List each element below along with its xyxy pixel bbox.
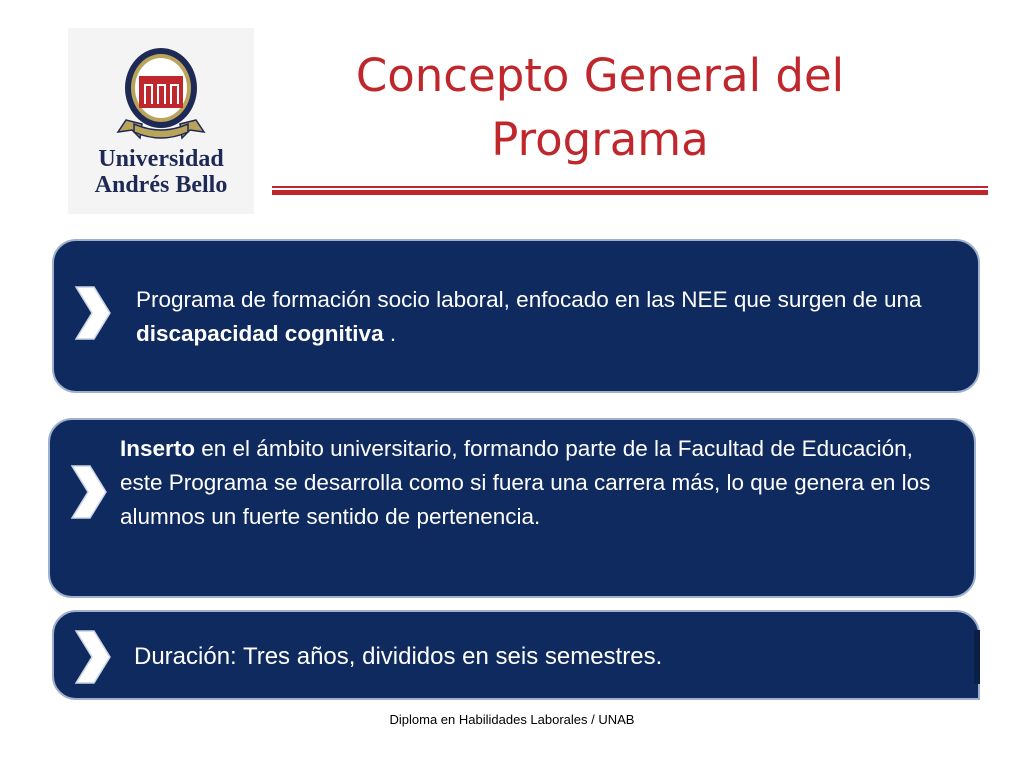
card-2-text-main: en el ámbito universitario, formando parte de la Facultad de Educación, este Programa se desarrolla como si fuera una carrera más, lo que genera en los alumnos un fuerte sentido de pertenencia.: [120, 436, 931, 529]
card-2-text: [120, 432, 940, 534]
title-line-1: Concepto General del: [355, 49, 845, 102]
logo-text-line2: Andrés Bello: [94, 172, 228, 198]
concept-card-2: [48, 418, 976, 598]
chevron-right-icon: [72, 627, 112, 687]
card-1-text-bold: discapacidad cognitiva: [136, 321, 384, 346]
title-divider-thick: [272, 190, 988, 195]
university-seal-icon: [68, 28, 254, 214]
footer-caption: Diploma en Habilidades Laborales / UNAB: [389, 712, 635, 727]
card-1-text-main: Programa de formación socio laboral, enfocado en las NEE que surgen de una: [136, 287, 922, 312]
title-line-2: Programa: [491, 113, 709, 166]
concept-card-3: [52, 610, 980, 700]
logo-text-line1: Universidad: [98, 146, 224, 172]
card-3-text: Duración: Tres años, divididos en seis semestres.: [134, 643, 663, 670]
chevron-right-icon: [72, 283, 112, 343]
card-2-text-bold: Inserto: [120, 436, 196, 461]
chevron-right-icon: [68, 462, 108, 522]
title-divider-thin: [272, 186, 988, 188]
card-1-text: [136, 283, 966, 351]
card-1-text-end: .: [383, 321, 397, 346]
concept-card-1: [52, 239, 980, 393]
card-3-edge: [974, 630, 980, 684]
slide-title: [330, 44, 870, 172]
university-logo: [68, 28, 254, 214]
